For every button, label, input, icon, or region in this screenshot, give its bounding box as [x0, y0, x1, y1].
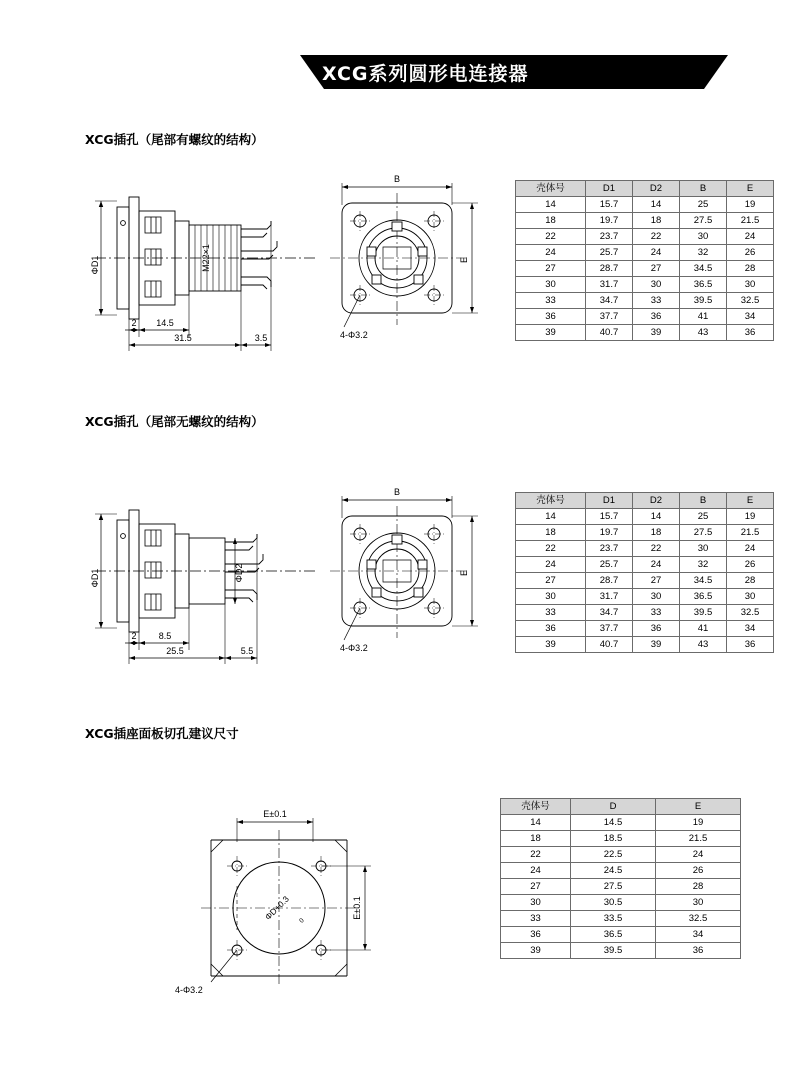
cell: 26 [727, 245, 774, 261]
cell: 39 [633, 637, 680, 653]
svg-text:E±0.1: E±0.1 [263, 809, 287, 819]
th: B [680, 493, 727, 509]
cell: 33 [501, 911, 571, 927]
cell: 24 [656, 847, 741, 863]
cell: 36 [516, 309, 586, 325]
table-header-row [501, 799, 741, 815]
table-row [516, 293, 774, 309]
cell: 27 [516, 573, 586, 589]
cell: 22.5 [571, 847, 656, 863]
cell: 36 [727, 637, 774, 653]
svg-text:4-Φ3.2: 4-Φ3.2 [175, 985, 203, 995]
cell: 36.5 [571, 927, 656, 943]
cell: 36.5 [680, 589, 727, 605]
cell: 39 [516, 637, 586, 653]
cell: 22 [516, 229, 586, 245]
cell: 14 [633, 197, 680, 213]
cell: 19.7 [586, 213, 633, 229]
cell: 28 [656, 879, 741, 895]
th: D1 [586, 181, 633, 197]
cell: 36 [633, 621, 680, 637]
cell: 25.7 [586, 245, 633, 261]
cell: 34 [727, 309, 774, 325]
cell: 27.5 [680, 525, 727, 541]
table-row [501, 831, 741, 847]
cell: 32.5 [727, 605, 774, 621]
cell: 39.5 [680, 605, 727, 621]
cell: 28.7 [586, 261, 633, 277]
cell: 25 [680, 509, 727, 525]
cell: 14 [633, 509, 680, 525]
table-row [501, 815, 741, 831]
table-row [501, 895, 741, 911]
cell: 24.5 [571, 863, 656, 879]
table-row [501, 943, 741, 959]
th: E [727, 493, 774, 509]
cell: 15.7 [586, 197, 633, 213]
drawing-1-front-view [320, 165, 495, 360]
cell: 33.5 [571, 911, 656, 927]
cell: 43 [680, 637, 727, 653]
cell: 23.7 [586, 541, 633, 557]
svg-text:ΦD+0.3: ΦD+0.3 [262, 893, 291, 922]
table-row [516, 621, 774, 637]
spec-table-1 [515, 180, 774, 341]
header-banner [300, 55, 728, 89]
cell: 39 [516, 325, 586, 341]
cell: 30 [516, 589, 586, 605]
cell: 30 [727, 277, 774, 293]
svg-text:ΦD2: ΦD2 [234, 563, 244, 583]
table-row [501, 911, 741, 927]
cell: 37.7 [586, 621, 633, 637]
svg-text:E: E [459, 569, 469, 577]
section-title-3: XCG插座面板切孔建议尺寸 [85, 726, 239, 741]
cell: 31.7 [586, 589, 633, 605]
cell: 18 [633, 525, 680, 541]
table-row [501, 927, 741, 943]
table-row [516, 229, 774, 245]
svg-text:E: E [459, 256, 469, 264]
cell: 39.5 [680, 293, 727, 309]
th: B [680, 181, 727, 197]
cell: 18 [633, 213, 680, 229]
table-row [516, 525, 774, 541]
cell: 36.5 [680, 277, 727, 293]
table-row [516, 245, 774, 261]
table-row [516, 197, 774, 213]
cell: 26 [727, 557, 774, 573]
cell: 31.7 [586, 277, 633, 293]
cell: 19 [727, 509, 774, 525]
table-row [501, 863, 741, 879]
svg-text:5.5: 5.5 [240, 646, 254, 656]
cell: 18.5 [571, 831, 656, 847]
cell: 34 [656, 927, 741, 943]
drawing-2-side-view [85, 478, 325, 678]
svg-text:2: 2 [131, 631, 137, 641]
cell: 19.7 [586, 525, 633, 541]
cell: 37.7 [586, 309, 633, 325]
cell: 36 [501, 927, 571, 943]
th: D2 [633, 493, 680, 509]
cell: 39 [501, 943, 571, 959]
cell: 14 [501, 815, 571, 831]
cell: 36 [516, 621, 586, 637]
cell: 24 [633, 557, 680, 573]
cell: 22 [501, 847, 571, 863]
cell: 18 [501, 831, 571, 847]
cell: 30 [727, 589, 774, 605]
table-row [516, 213, 774, 229]
cell: 39.5 [571, 943, 656, 959]
section-title-2: XCG插孔（尾部无螺纹的结构） [85, 414, 264, 429]
th: E [656, 799, 741, 815]
cell: 39 [633, 325, 680, 341]
cell: 27.5 [571, 879, 656, 895]
table-header-row [516, 181, 774, 197]
cell: 14 [516, 509, 586, 525]
cell: 36 [656, 943, 741, 959]
svg-text:25.5: 25.5 [166, 646, 184, 656]
cell: 22 [516, 541, 586, 557]
table-row [516, 589, 774, 605]
section-title-1: XCG插孔（尾部有螺纹的结构） [85, 132, 264, 147]
cell: 19 [656, 815, 741, 831]
cell: 27 [633, 261, 680, 277]
cell: 30 [501, 895, 571, 911]
cell: 21.5 [727, 213, 774, 229]
svg-text:4-Φ3.2: 4-Φ3.2 [340, 330, 368, 340]
cell: 24 [516, 245, 586, 261]
svg-text:14.5: 14.5 [156, 318, 174, 328]
table-row [516, 277, 774, 293]
cell: 32.5 [656, 911, 741, 927]
table-row [516, 325, 774, 341]
cell: 25 [680, 197, 727, 213]
cell: 36 [727, 325, 774, 341]
svg-text:ΦD1: ΦD1 [90, 255, 100, 275]
cell: 32.5 [727, 293, 774, 309]
cell: 43 [680, 325, 727, 341]
cell: 23.7 [586, 229, 633, 245]
spec-table-2 [515, 492, 774, 653]
th: 壳体号 [516, 181, 586, 197]
cell: 30 [633, 589, 680, 605]
svg-text:ΦD1: ΦD1 [90, 568, 100, 588]
spec-table-3 [500, 798, 741, 959]
cell: 28 [727, 261, 774, 277]
svg-text:3.5: 3.5 [254, 333, 268, 343]
cell: 27 [516, 261, 586, 277]
table-row [516, 309, 774, 325]
svg-text:M22×1: M22×1 [201, 244, 211, 272]
drawing-2-front-view [320, 478, 495, 673]
cell: 30 [656, 895, 741, 911]
cell: 33 [516, 605, 586, 621]
table-row [516, 573, 774, 589]
cell: 18 [516, 213, 586, 229]
cell: 30 [680, 229, 727, 245]
cell: 27 [633, 573, 680, 589]
cell: 24 [516, 557, 586, 573]
cell: 34 [727, 621, 774, 637]
svg-text:B: B [393, 487, 401, 497]
cell: 25.7 [586, 557, 633, 573]
svg-text:E±0.1: E±0.1 [352, 896, 362, 920]
table-row [516, 605, 774, 621]
drawing-3-panel-cutout [175, 790, 405, 1005]
cell: 34.5 [680, 261, 727, 277]
table-row [516, 557, 774, 573]
th: 壳体号 [516, 493, 586, 509]
cell: 14 [516, 197, 586, 213]
th: D1 [586, 493, 633, 509]
cell: 27 [501, 879, 571, 895]
th: E [727, 181, 774, 197]
cell: 21.5 [656, 831, 741, 847]
cell: 30 [633, 277, 680, 293]
cell: 33 [516, 293, 586, 309]
cell: 30 [516, 277, 586, 293]
cell: 32 [680, 557, 727, 573]
svg-text:2: 2 [131, 318, 137, 328]
cell: 18 [516, 525, 586, 541]
cell: 36 [633, 309, 680, 325]
table-row [516, 509, 774, 525]
th: D2 [633, 181, 680, 197]
cell: 22 [633, 229, 680, 245]
table-row [516, 261, 774, 277]
cell: 30.5 [571, 895, 656, 911]
svg-text:0: 0 [298, 917, 306, 925]
th: 壳体号 [501, 799, 571, 815]
svg-text:8.5: 8.5 [158, 631, 172, 641]
cell: 15.7 [586, 509, 633, 525]
cell: 24 [727, 229, 774, 245]
table-header-row [516, 493, 774, 509]
cell: 30 [680, 541, 727, 557]
th: D [571, 799, 656, 815]
svg-text:B: B [393, 174, 401, 184]
cell: 32 [680, 245, 727, 261]
cell: 24 [633, 245, 680, 261]
cell: 40.7 [586, 637, 633, 653]
cell: 34.5 [680, 573, 727, 589]
svg-text:31.5: 31.5 [174, 333, 192, 343]
page-title: XCG系列圆形电连接器 [322, 62, 529, 85]
table-row [516, 637, 774, 653]
cell: 28 [727, 573, 774, 589]
cell: 41 [680, 309, 727, 325]
cell: 24 [727, 541, 774, 557]
cell: 33 [633, 605, 680, 621]
cell: 28.7 [586, 573, 633, 589]
cell: 19 [727, 197, 774, 213]
cell: 24 [501, 863, 571, 879]
cell: 33 [633, 293, 680, 309]
table-row [501, 879, 741, 895]
cell: 22 [633, 541, 680, 557]
drawing-1-side-view [85, 165, 325, 365]
cell: 14.5 [571, 815, 656, 831]
table-row [501, 847, 741, 863]
cell: 41 [680, 621, 727, 637]
table-row [516, 541, 774, 557]
cell: 34.7 [586, 605, 633, 621]
cell: 26 [656, 863, 741, 879]
cell: 34.7 [586, 293, 633, 309]
cell: 27.5 [680, 213, 727, 229]
cell: 40.7 [586, 325, 633, 341]
cell: 21.5 [727, 525, 774, 541]
svg-text:4-Φ3.2: 4-Φ3.2 [340, 643, 368, 653]
